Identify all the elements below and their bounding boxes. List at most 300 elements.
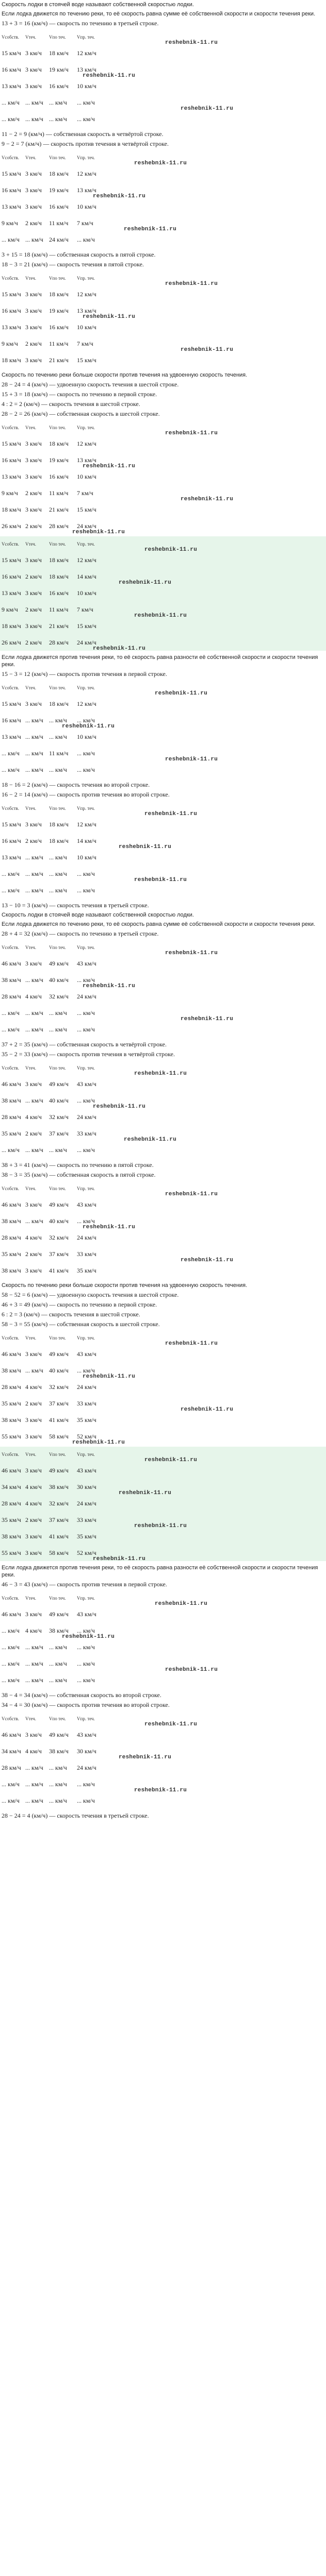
table-cell: 13 км/ч — [2, 323, 21, 331]
table-cell: 2 км/ч — [25, 572, 42, 580]
watermark-text: reshebnik-11.ru — [165, 430, 218, 436]
table-cell: 15 км/ч — [2, 439, 21, 447]
table-cell: 3 км/ч — [25, 356, 42, 364]
table-cell: 41 км/ч — [49, 1532, 69, 1540]
table-cell: ... км/ч — [77, 1009, 95, 1016]
table-header-cell: Vтеч. — [25, 541, 36, 547]
table-row — [0, 849, 326, 866]
table-cell: 2 км/ч — [25, 605, 42, 613]
table-cell: 3 км/ч — [25, 456, 42, 464]
watermark-text: reshebnik-11.ru — [181, 1257, 234, 1263]
table-cell: 21 км/ч — [49, 622, 69, 630]
table-row — [0, 1362, 326, 1379]
table-cell: ... км/ч — [49, 1025, 67, 1033]
watermark-text: reshebnik-11.ru — [72, 1439, 125, 1446]
table-cell: 32 км/ч — [49, 1499, 69, 1507]
table-cell: 13 км/ч — [2, 733, 21, 740]
table-cell: 3 км/ч — [25, 959, 42, 967]
table-cell: 10 км/ч — [77, 323, 96, 331]
table-cell: 37 км/ч — [49, 1399, 69, 1407]
table-cell: 3 км/ч — [25, 1350, 42, 1358]
table-cell: ... км/ч — [2, 1146, 20, 1154]
table-cell: 11 км/ч — [49, 749, 69, 757]
table-cell: 19 км/ч — [49, 456, 69, 464]
table-cell: 3 км/ч — [25, 1549, 42, 1556]
table-header-row — [0, 940, 326, 955]
table-cell: ... км/ч — [77, 716, 95, 724]
table-row — [0, 485, 326, 501]
table-header-cell: Vпр. теч. — [77, 1335, 95, 1341]
table-cell: 3 км/ч — [25, 622, 42, 630]
table-cell: 13 км/ч — [77, 65, 96, 73]
table-cell: 43 км/ч — [77, 1610, 96, 1618]
table-cell: 12 км/ч — [77, 439, 96, 447]
table-header-cell: Vтеч. — [25, 1452, 36, 1457]
table-cell: 28 км/ч — [2, 992, 21, 1000]
table-cell: ... км/ч — [77, 1366, 95, 1374]
table-cell: 32 км/ч — [49, 992, 69, 1000]
table-cell: ... км/ч — [2, 235, 20, 243]
table-cell: 13 км/ч — [77, 307, 96, 314]
equation-line: 4 : 2 = 2 (км/ч) — скорость течения в шестой строке. — [2, 400, 140, 408]
table-header-cell: Vпр. теч. — [77, 155, 95, 160]
table-cell: 33 км/ч — [77, 1129, 96, 1137]
watermark-text: reshebnik-11.ru — [83, 314, 136, 320]
table-cell: 3 км/ч — [25, 556, 42, 564]
table-cell: 43 км/ч — [77, 1466, 96, 1474]
table-cell: 2 км/ч — [25, 1250, 42, 1258]
equation-line: 38 − 3 = 35 (км/ч) — собственная скорость в пятой строке. — [2, 1171, 156, 1178]
table-cell: ... км/ч — [49, 1780, 67, 1788]
table-cell: 15 км/ч — [2, 700, 21, 707]
equation-line: 6 : 2 = 3 (км/ч) — скорость течения в шестой строке. — [2, 1311, 140, 1318]
watermark-text: reshebnik-11.ru — [83, 1224, 136, 1230]
table-cell: 16 км/ч — [2, 186, 21, 194]
table-header-cell: Vпо теч. — [49, 945, 66, 950]
table-header-cell: Vтеч. — [25, 685, 36, 690]
table-cell: 16 км/ч — [49, 472, 69, 480]
table-cell: ... км/ч — [77, 886, 95, 894]
table-header-cell: Vсобств. — [2, 541, 20, 547]
table-cell: 4 км/ч — [25, 992, 42, 1000]
table-cell: 38 км/ч — [2, 1532, 21, 1540]
table-cell: 16 км/ч — [49, 202, 69, 210]
table-row — [0, 501, 326, 518]
table-cell: 38 км/ч — [2, 1217, 21, 1225]
table-cell: 34 км/ч — [2, 1483, 21, 1490]
table-cell: ... км/ч — [77, 1146, 95, 1154]
table-row — [0, 1759, 326, 1776]
speed-table — [0, 1330, 326, 1445]
paragraph: Скорость по течению реки больше скорости против течения на удвоенную скорость течения. — [2, 372, 248, 378]
table-header-cell: Vтеч. — [25, 945, 36, 950]
equation-line: 9 − 2 = 7 (км/ч) — скорость против течения в четвёртой строке. — [2, 140, 169, 147]
table-cell: ... км/ч — [2, 1643, 20, 1651]
table-cell: 41 км/ч — [49, 1266, 69, 1274]
table-row — [0, 585, 326, 601]
watermark-text: reshebnik-11.ru — [134, 1787, 187, 1793]
watermark-text: reshebnik-11.ru — [119, 844, 172, 850]
table-cell: ... км/ч — [77, 1643, 95, 1651]
table-cell: 2 км/ч — [25, 522, 42, 530]
equation-line: 28 + 4 = 32 (км/ч) — скорость по течению в третьей строке. — [2, 930, 159, 937]
equation-line: 11 − 2 = 9 (км/ч) — собственная скорость в четвёртой строке. — [2, 130, 164, 138]
table-cell: 9 км/ч — [2, 489, 18, 497]
table-row — [0, 1462, 326, 1479]
table-cell: 46 км/ч — [2, 1731, 21, 1738]
table-cell: 18 км/ч — [49, 820, 69, 828]
table-cell: ... км/ч — [77, 235, 95, 243]
watermark-text: reshebnik-11.ru — [62, 723, 115, 730]
table-row — [0, 1346, 326, 1362]
watermark-text: reshebnik-11.ru — [181, 106, 234, 112]
table-cell: 28 км/ч — [49, 638, 69, 646]
table-cell: 32 км/ч — [49, 1383, 69, 1391]
table-header-cell: Vсобств. — [2, 425, 20, 430]
table-cell: 40 км/ч — [49, 976, 69, 984]
table-cell: 28 км/ч — [2, 1113, 21, 1121]
table-cell: 3 км/ч — [25, 290, 42, 298]
watermark-text: reshebnik-11.ru — [144, 811, 198, 817]
table-cell: 52 км/ч — [77, 1549, 96, 1556]
table-cell: ... км/ч — [25, 1366, 43, 1374]
table-cell: 18 км/ч — [49, 290, 69, 298]
watermark-text: reshebnik-11.ru — [93, 1104, 146, 1110]
table-header-cell: Vпо теч. — [49, 685, 66, 690]
watermark-text: reshebnik-11.ru — [181, 496, 234, 502]
table-cell: 28 км/ч — [49, 522, 69, 530]
table-cell: 33 км/ч — [77, 1399, 96, 1407]
table-row — [0, 1412, 326, 1428]
table-row — [0, 1076, 326, 1092]
table-cell: 18 км/ч — [2, 356, 21, 364]
table-row — [0, 1428, 326, 1445]
table-row — [0, 165, 326, 182]
table-cell: 16 км/ч — [49, 323, 69, 331]
watermark-text: reshebnik-11.ru — [181, 1016, 234, 1022]
table-row — [0, 1142, 326, 1158]
table-cell: ... км/ч — [49, 733, 67, 740]
table-cell: 38 км/ч — [49, 1626, 69, 1634]
table-cell: 38 км/ч — [49, 1747, 69, 1755]
table-cell: 18 км/ч — [49, 572, 69, 580]
table-cell: ... км/ч — [2, 98, 20, 106]
table-cell: ... км/ч — [49, 1797, 67, 1804]
watermark-text: reshebnik-11.ru — [165, 1191, 218, 1197]
table-cell: 12 км/ч — [77, 700, 96, 707]
watermark-text: reshebnik-11.ru — [144, 1721, 198, 1727]
table-cell: 16 км/ч — [2, 572, 21, 580]
equation-line: 18 − 3 = 21 (км/ч) — скорость течения в пятой строке. — [2, 261, 144, 268]
table-cell: 35 км/ч — [77, 1266, 96, 1274]
table-cell: 38 км/ч — [2, 1266, 21, 1274]
table-cell: ... км/ч — [77, 976, 95, 984]
table-header-cell: Vтеч. — [25, 425, 36, 430]
table-cell: 49 км/ч — [49, 1080, 69, 1088]
table-cell: ... км/ч — [25, 976, 43, 984]
table-cell: 55 км/ч — [2, 1432, 21, 1440]
table-cell: ... км/ч — [49, 98, 67, 106]
table-cell: 11 км/ч — [49, 605, 69, 613]
table-header-cell: Vпо теч. — [49, 425, 66, 430]
watermark-text: reshebnik-11.ru — [93, 646, 146, 652]
table-cell: 13 км/ч — [2, 472, 21, 480]
speed-table — [0, 1181, 326, 1279]
table-cell: 4 км/ч — [25, 1113, 42, 1121]
table-cell: ... км/ч — [25, 1764, 43, 1771]
table-cell: 46 км/ч — [2, 1610, 21, 1618]
table-cell: ... км/ч — [49, 1009, 67, 1016]
table-cell: 16 км/ч — [2, 307, 21, 314]
table-cell: ... км/ч — [77, 98, 95, 106]
table-cell: 43 км/ч — [77, 1731, 96, 1738]
table-cell: 15 км/ч — [2, 556, 21, 564]
table-cell: 18 км/ч — [2, 505, 21, 513]
table-cell: 18 км/ч — [49, 49, 69, 57]
table-cell: 28 км/ч — [2, 1233, 21, 1241]
table-cell: ... км/ч — [25, 98, 43, 106]
table-header-cell: Vпр. теч. — [77, 1186, 95, 1191]
table-cell: ... км/ч — [49, 1676, 67, 1684]
table-row — [0, 1639, 326, 1655]
table-cell: 10 км/ч — [77, 82, 96, 90]
table-cell: 3 км/ч — [25, 1610, 42, 1618]
table-cell: ... км/ч — [25, 115, 43, 123]
watermark-text: reshebnik-11.ru — [119, 580, 172, 586]
table-cell: 4 км/ч — [25, 1499, 42, 1507]
table-cell: ... км/ч — [49, 1146, 67, 1154]
table-cell: 40 км/ч — [49, 1096, 69, 1104]
table-cell: 30 км/ч — [77, 1747, 96, 1755]
table-cell: 16 км/ч — [2, 716, 21, 724]
table-cell: 3 км/ч — [25, 186, 42, 194]
table-header-cell: Vсобств. — [2, 1452, 20, 1457]
watermark-text: reshebnik-11.ru — [155, 690, 208, 697]
table-cell: 12 км/ч — [77, 820, 96, 828]
table-row — [0, 231, 326, 248]
table-cell: 3 км/ч — [25, 49, 42, 57]
table-header-cell: Vпо теч. — [49, 155, 66, 160]
table-row — [0, 1726, 326, 1743]
table-cell: 9 км/ч — [2, 605, 18, 613]
table-row — [0, 302, 326, 319]
table-row — [0, 1262, 326, 1279]
table-header-cell: Vсобств. — [2, 155, 20, 160]
table-cell: ... км/ч — [25, 1009, 43, 1016]
table-row — [0, 552, 326, 568]
table-cell: 52 км/ч — [77, 1432, 96, 1440]
speed-table — [0, 29, 326, 127]
table-row — [0, 955, 326, 972]
equation-line: 18 − 16 = 2 (км/ч) — скорость течения во второй строке. — [2, 781, 150, 788]
table-cell: 18 км/ч — [49, 556, 69, 564]
table-cell: 7 км/ч — [77, 605, 93, 613]
table-cell: 18 км/ч — [49, 170, 69, 177]
table-cell: 4 км/ч — [25, 1626, 42, 1634]
table-cell: 28 км/ч — [2, 1499, 21, 1507]
table-cell: 49 км/ч — [49, 1610, 69, 1618]
watermark-text: reshebnik-11.ru — [165, 1667, 218, 1673]
speed-table — [0, 1447, 326, 1561]
table-cell: 7 км/ч — [77, 489, 93, 497]
table-cell: 11 км/ч — [49, 219, 69, 227]
table-header-cell: Vпо теч. — [49, 1186, 66, 1191]
table-cell: 35 км/ч — [2, 1399, 21, 1407]
table-cell: ... км/ч — [49, 1659, 67, 1667]
table-cell: 24 км/ч — [49, 235, 69, 243]
table-row — [0, 45, 326, 61]
table-cell: 16 км/ч — [49, 589, 69, 597]
table-cell: 37 км/ч — [49, 1516, 69, 1523]
table-cell: 9 км/ч — [2, 219, 18, 227]
paragraph: Если лодка движется по течению реки, то её скорость равна сумме её собственной скорости и скорости течения реки. — [2, 11, 316, 17]
table-row — [0, 634, 326, 651]
table-cell: 24 км/ч — [77, 1764, 96, 1771]
table-cell: ... км/ч — [77, 1780, 95, 1788]
table-cell: ... км/ч — [2, 766, 20, 773]
equation-line: 46 + 3 = 49 (км/ч) — скорость по течению в первой строке. — [2, 1301, 157, 1308]
table-header-cell: Vтеч. — [25, 1596, 36, 1601]
table-cell: 41 км/ч — [49, 1416, 69, 1423]
watermark-text: reshebnik-11.ru — [134, 160, 187, 166]
table-cell: ... км/ч — [2, 1797, 20, 1804]
table-cell: 10 км/ч — [77, 853, 96, 861]
table-cell: ... км/ч — [25, 1780, 43, 1788]
table-header-cell: Vпо теч. — [49, 1335, 66, 1341]
table-cell: 15 км/ч — [2, 170, 21, 177]
equation-line: 13 − 10 = 3 (км/ч) — скорость течения в третьей строке. — [2, 902, 149, 909]
table-cell: 3 км/ч — [25, 65, 42, 73]
table-row — [0, 972, 326, 988]
table-cell: 16 км/ч — [2, 837, 21, 844]
table-header-cell: Vсобств. — [2, 945, 20, 950]
table-row — [0, 78, 326, 94]
table-cell: 38 км/ч — [49, 1483, 69, 1490]
equation-line: 13 + 3 = 16 (км/ч) — скорость по течению в третьей строке. — [2, 20, 159, 27]
table-cell: 3 км/ч — [25, 1731, 42, 1738]
paragraph: Скорость по течению реки больше скорости против течения на удвоенную скорость течения. — [2, 1282, 248, 1289]
table-row — [0, 1622, 326, 1639]
paragraph: Скорость лодки в стоячей воде называют собственной скоростью лодки. — [2, 912, 194, 918]
table-cell: 49 км/ч — [49, 1466, 69, 1474]
table-row — [0, 111, 326, 127]
table-cell: ... км/ч — [77, 1797, 95, 1804]
table-row — [0, 1495, 326, 1512]
paragraph: Если лодка движется против течения реки, то её скорость равна разности её собственной скорости и скорости течения реки. — [2, 1565, 318, 1578]
watermark-text: reshebnik-11.ru — [165, 756, 218, 762]
table-cell: 3 км/ч — [25, 505, 42, 513]
table-header-cell: Vпр. теч. — [77, 425, 95, 430]
table-cell: 18 км/ч — [49, 700, 69, 707]
equation-line: 3 + 15 = 18 (км/ч) — собственная скорость в пятой строке. — [2, 251, 156, 258]
table-cell: ... км/ч — [25, 1643, 43, 1651]
table-cell: 4 км/ч — [25, 1383, 42, 1391]
table-cell: 43 км/ч — [77, 1080, 96, 1088]
table-cell: ... км/ч — [2, 1626, 20, 1634]
table-header-cell: Vсобств. — [2, 35, 20, 40]
table-cell: 14 км/ч — [77, 837, 96, 844]
watermark-text: reshebnik-11.ru — [134, 1071, 187, 1077]
equation-line: 28 − 2 = 26 (км/ч) — собственная скорость в шестой строке. — [2, 410, 160, 417]
watermark-text: reshebnik-11.ru — [144, 547, 198, 553]
table-cell: ... км/ч — [25, 1659, 43, 1667]
table-cell: 18 км/ч — [2, 622, 21, 630]
table-cell: 14 км/ч — [77, 572, 96, 580]
table-row — [0, 1528, 326, 1545]
table-cell: 24 км/ч — [77, 638, 96, 646]
table-row — [0, 286, 326, 302]
table-cell: ... км/ч — [25, 235, 43, 243]
table-row — [0, 94, 326, 111]
watermark-text: reshebnik-11.ru — [72, 529, 125, 535]
table-cell: ... км/ч — [77, 1676, 95, 1684]
table-cell: ... км/ч — [77, 749, 95, 757]
watermark-text: reshebnik-11.ru — [83, 983, 136, 989]
watermark-text: reshebnik-11.ru — [181, 347, 234, 353]
equation-line: 46 − 3 = 43 (км/ч) — скорость против течения в первой строке. — [2, 1581, 167, 1588]
table-cell: 4 км/ч — [25, 1233, 42, 1241]
table-row — [0, 1246, 326, 1262]
table-cell: ... км/ч — [77, 1096, 95, 1104]
table-cell: 24 км/ч — [77, 1499, 96, 1507]
table-cell: 3 км/ч — [25, 323, 42, 331]
table-cell: 37 км/ч — [49, 1250, 69, 1258]
table-cell: 35 км/ч — [2, 1129, 21, 1137]
speed-table — [0, 680, 326, 778]
table-cell: 28 км/ч — [2, 1383, 21, 1391]
table-cell: ... км/ч — [2, 1025, 20, 1033]
watermark-text: reshebnik-11.ru — [124, 1137, 177, 1143]
table-cell: 38 км/ч — [2, 1366, 21, 1374]
table-cell: 24 км/ч — [77, 1383, 96, 1391]
table-row — [0, 712, 326, 728]
table-cell: 33 км/ч — [77, 1250, 96, 1258]
table-cell: ... км/ч — [49, 853, 67, 861]
table-header-cell: Vпр. теч. — [77, 541, 95, 547]
table-cell: 58 км/ч — [49, 1432, 69, 1440]
table-cell: ... км/ч — [2, 115, 20, 123]
watermark-text: reshebnik-11.ru — [134, 877, 187, 883]
table-cell: 30 км/ч — [77, 1483, 96, 1490]
table-cell: ... км/ч — [25, 1676, 43, 1684]
table-cell: 24 км/ч — [77, 992, 96, 1000]
table-row — [0, 761, 326, 778]
table-cell: 13 км/ч — [77, 456, 96, 464]
table-row — [0, 882, 326, 899]
watermark-text: reshebnik-11.ru — [83, 73, 136, 79]
watermark-text: reshebnik-11.ru — [134, 613, 187, 619]
watermark-text: reshebnik-11.ru — [124, 226, 177, 232]
table-cell: 11 км/ч — [49, 489, 69, 497]
table-cell: 13 км/ч — [2, 853, 21, 861]
table-header-cell: Vпр. теч. — [77, 945, 95, 950]
table-header-cell: Vпр. теч. — [77, 1596, 95, 1601]
table-cell: 3 км/ч — [25, 307, 42, 314]
table-cell: ... км/ч — [2, 1659, 20, 1667]
table-cell: 7 км/ч — [77, 219, 93, 227]
speed-table — [0, 420, 326, 534]
watermark-text: reshebnik-11.ru — [93, 1556, 146, 1562]
speed-table — [0, 1711, 326, 1809]
table-row — [0, 1672, 326, 1688]
equation-line: 34 − 4 = 30 (км/ч) — скорость против течения во второй строке. — [2, 1701, 170, 1708]
table-cell: 13 км/ч — [2, 202, 21, 210]
table-cell: ... км/ч — [49, 1764, 67, 1771]
table-row — [0, 745, 326, 761]
table-row — [0, 335, 326, 352]
table-cell: 15 км/ч — [2, 820, 21, 828]
table-cell: 3 км/ч — [25, 472, 42, 480]
